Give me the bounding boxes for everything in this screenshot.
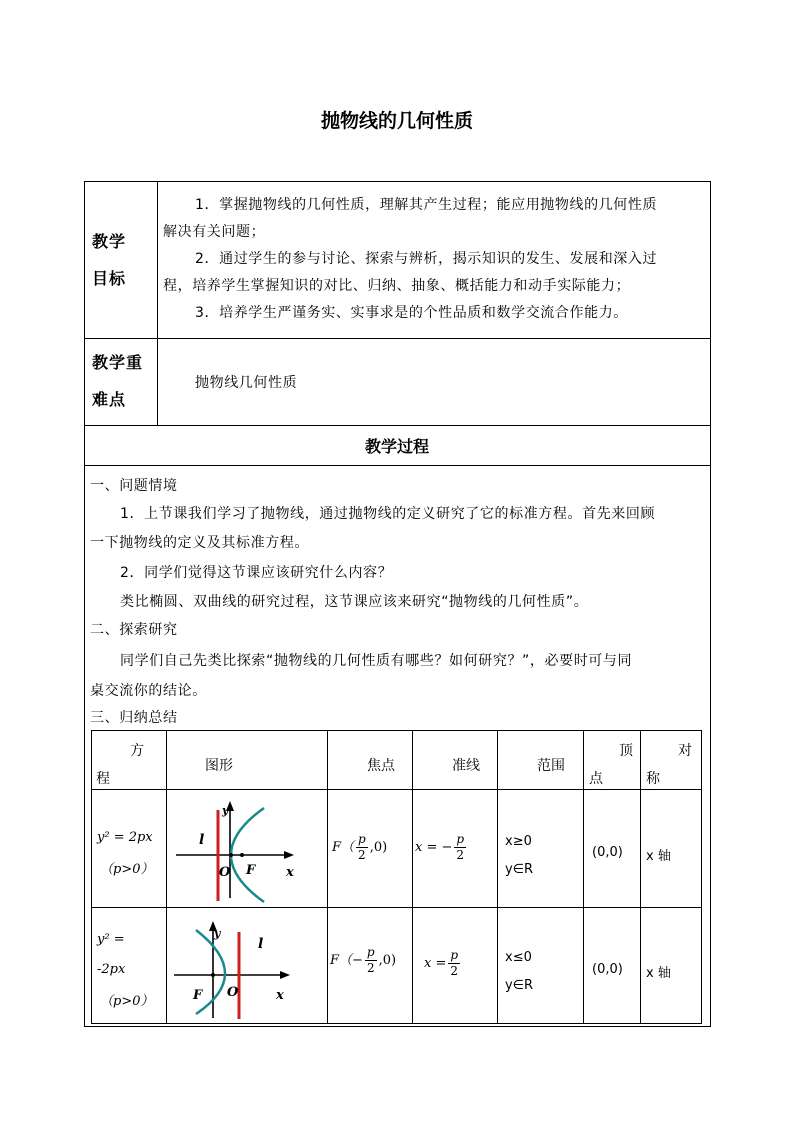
- objectives-text: [163, 192, 708, 327]
- objective-item: 程，培养学生掌握知识的对比、归纳、抽象、概括能力和动手实际能力；: [163, 278, 631, 294]
- row-divider: [84, 465, 711, 466]
- table-col-divider: [583, 730, 584, 1024]
- graph-label-y: y: [214, 927, 221, 940]
- focus-point: [240, 853, 244, 857]
- table-col-divider: [412, 730, 413, 1024]
- graph-label-f: F: [193, 988, 203, 1003]
- objective-item: 解决有关问题；: [163, 224, 266, 240]
- section-heading: 二、探索研究: [90, 622, 178, 638]
- header-directrix: 准线: [452, 758, 480, 774]
- directrix-cell: x = − $\frac{p}{2}$: [415, 832, 465, 862]
- objective-item: 1．掌握抛物线的几何性质，理解其产生过程；能应用抛物线的几何性质: [195, 197, 658, 213]
- directrix-cell: x = $\frac{p}{2}$: [424, 948, 459, 978]
- header-range: 范围: [537, 758, 565, 774]
- objective-item: 2．通过学生的参与讨论、探索与辨析，揭示知识的发生、发展和深入过: [195, 251, 658, 267]
- header-figure: 图形: [205, 758, 233, 774]
- objective-item: 3．培养学生严谨务实、实事求是的个性品质和数学交流合作能力。: [195, 305, 628, 321]
- header-vertex: 顶: [619, 743, 633, 759]
- equation-cell: -2px: [97, 962, 126, 977]
- key-points-text: 抛物线几何性质: [195, 375, 298, 391]
- paragraph: 桌交流你的结论。: [90, 683, 207, 699]
- symmetry-cell: x 轴: [646, 849, 671, 864]
- range-cell: x≤0 y∈R: [505, 950, 534, 993]
- header-equation: 程: [96, 771, 110, 787]
- equation-cell: （p>0）: [100, 862, 154, 877]
- vertex-cell: (0,0): [592, 845, 623, 860]
- graph-label-o: O: [219, 865, 231, 880]
- header-focus: 焦点: [367, 758, 395, 774]
- range-cell: x≥0 y∈R: [505, 834, 534, 877]
- process-heading: 教学过程: [364, 437, 429, 456]
- vertex-point: [211, 973, 215, 977]
- header-symmetry: 对: [678, 743, 692, 759]
- table-col-divider: [327, 730, 328, 1024]
- objectives-label: 教学 目标: [92, 232, 127, 288]
- header-symmetry: 称: [646, 771, 660, 787]
- symmetry-cell: x 轴: [646, 966, 671, 981]
- page-title: 抛物线的几何性质: [320, 110, 473, 132]
- graph-label-l: l: [258, 936, 264, 952]
- table-col-divider: [497, 730, 498, 1024]
- section-heading: 一、问题情境: [90, 478, 178, 494]
- graph-label-o: O: [227, 985, 239, 1000]
- vertex-cell: (0,0): [592, 962, 623, 977]
- equation-cell: （p>0）: [100, 994, 154, 1009]
- graph-label-f: F: [246, 863, 256, 878]
- vertex-point: [229, 853, 233, 857]
- graph-label-l: l: [199, 832, 205, 848]
- graph-label-x: x: [276, 988, 284, 1003]
- paragraph: 2．同学们觉得这节课应该研究什么内容？: [120, 565, 393, 581]
- equation-cell: y² =: [97, 932, 125, 947]
- row-divider: [84, 338, 711, 339]
- table-row-divider: [91, 789, 702, 790]
- graph-label-y: y: [222, 804, 229, 817]
- header-vertex: 点: [589, 771, 603, 787]
- paragraph: 1．上节课我们学习了抛物线，通过抛物线的定义研究了它的标准方程。首先来回顾: [120, 506, 656, 522]
- x-axis-arrow-icon: [284, 851, 294, 859]
- parabola-graph-left: [168, 910, 326, 1022]
- paragraph: 类比椭圆、双曲线的研究过程，这节课应该来研究“抛物线的几何性质”。: [120, 594, 589, 610]
- header-equation: 方: [130, 743, 144, 759]
- paragraph: 一下抛物线的定义及其标准方程。: [90, 535, 309, 551]
- focus-cell: F（− $\frac{p}{2}$ ,0): [330, 945, 397, 975]
- focus-cell: F（ $\frac{p}{2}$ ,0): [332, 832, 388, 862]
- paragraph: 同学们自己先类比探索“抛物线的几何性质有哪些？如何研究？”，必要时可与同: [120, 653, 633, 669]
- table-row-divider: [91, 907, 702, 908]
- x-axis-arrow-icon: [280, 971, 290, 979]
- key-points-label: 教学重 难点: [92, 353, 144, 409]
- equation-cell: y² = 2px: [97, 830, 153, 845]
- row-divider: [84, 425, 711, 426]
- table-col-divider: [166, 730, 167, 1024]
- label-column-divider: [157, 181, 158, 426]
- parabola-graph-right: [168, 792, 326, 904]
- table-col-divider: [640, 730, 641, 1024]
- section-heading: 三、归纳总结: [90, 710, 178, 726]
- graph-label-x: x: [286, 865, 294, 880]
